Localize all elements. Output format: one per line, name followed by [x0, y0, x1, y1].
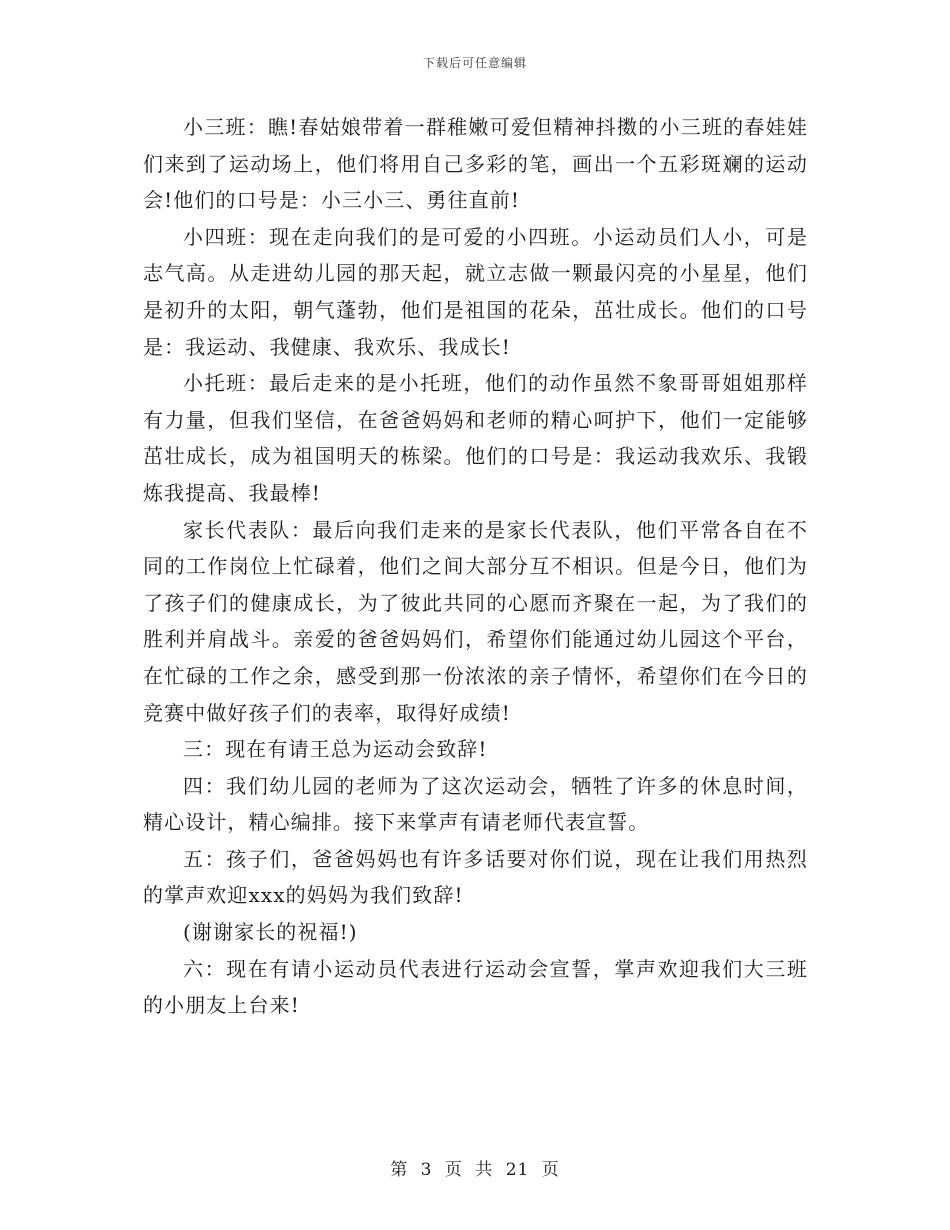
- paragraph-thanks-note: (谢谢家长的祝福!): [183, 920, 358, 945]
- paragraph-toddler-class: 小托班：最后走来的是小托班，他们的动作虽然不象哥哥姐姐那样有力量，但我们坚信，在爸爸妈妈和老师的精心呵护下，他们一定能够茁壮成长，成为祖国明天的栋梁。他们的口号是：我运动我欢乐、我锻炼我提高、我最棒!: [143, 371, 808, 505]
- paragraph-item-5: 五：孩子们，爸爸妈妈也有许多话要对你们说，现在让我们用热烈的掌声欢迎xxx的妈妈为我们致辞!: [143, 846, 808, 908]
- page-header: 下载后可任意编辑: [422, 56, 527, 70]
- paragraph-parent-team: 家长代表队：最后向我们走来的是家长代表队，他们平常各自在不同的工作岗位上忙碌着，他们之间大部分互不相识。但是今日，他们为了孩子们的健康成长，为了彼此共同的心愿而齐聚在一起，为了我们的胜利并肩战斗。亲爱的爸爸妈妈们，希望你们能通过幼儿园这个平台，在忙碌的工作之余，感受到那一份浓浓的亲子情怀，希望你们在今日的竞赛中做好孩子们的表率，取得好成绩!: [143, 517, 808, 725]
- paragraph-item-3: 三：现在有请王总为运动会致辞!: [183, 737, 488, 762]
- paragraph-item-4: 四：我们幼儿园的老师为了这次运动会，牺牲了许多的休息时间，精心设计，精心编排。接下来掌声有请老师代表宣誓。: [143, 773, 808, 835]
- page-number-footer: 第 3 页 共 21 页: [390, 1160, 560, 1180]
- paragraph-item-6: 六：现在有请小运动员代表进行运动会宣誓，掌声欢迎我们大三班的小朋友上台来!: [143, 956, 808, 1018]
- document-body: [143, 109, 808, 1024]
- paragraph-class-4: 小四班：现在走向我们的是可爱的小四班。小运动员们人小，可是志气高。从走进幼儿园的那天起，就立志做一颗最闪亮的小星星，他们是初升的太阳，朝气蓬勃，他们是祖国的花朵，茁壮成长。他们的口号是：我运动、我健康、我欢乐、我成长!: [143, 224, 808, 359]
- paragraph-class-3: 小三班：瞧!春姑娘带着一群稚嫩可爱但精神抖擞的小三班的春娃娃们来到了运动场上，他们将用自己多彩的笔，画出一个五彩斑斓的运动会!他们的口号是：小三小三、勇往直前!: [143, 115, 808, 213]
